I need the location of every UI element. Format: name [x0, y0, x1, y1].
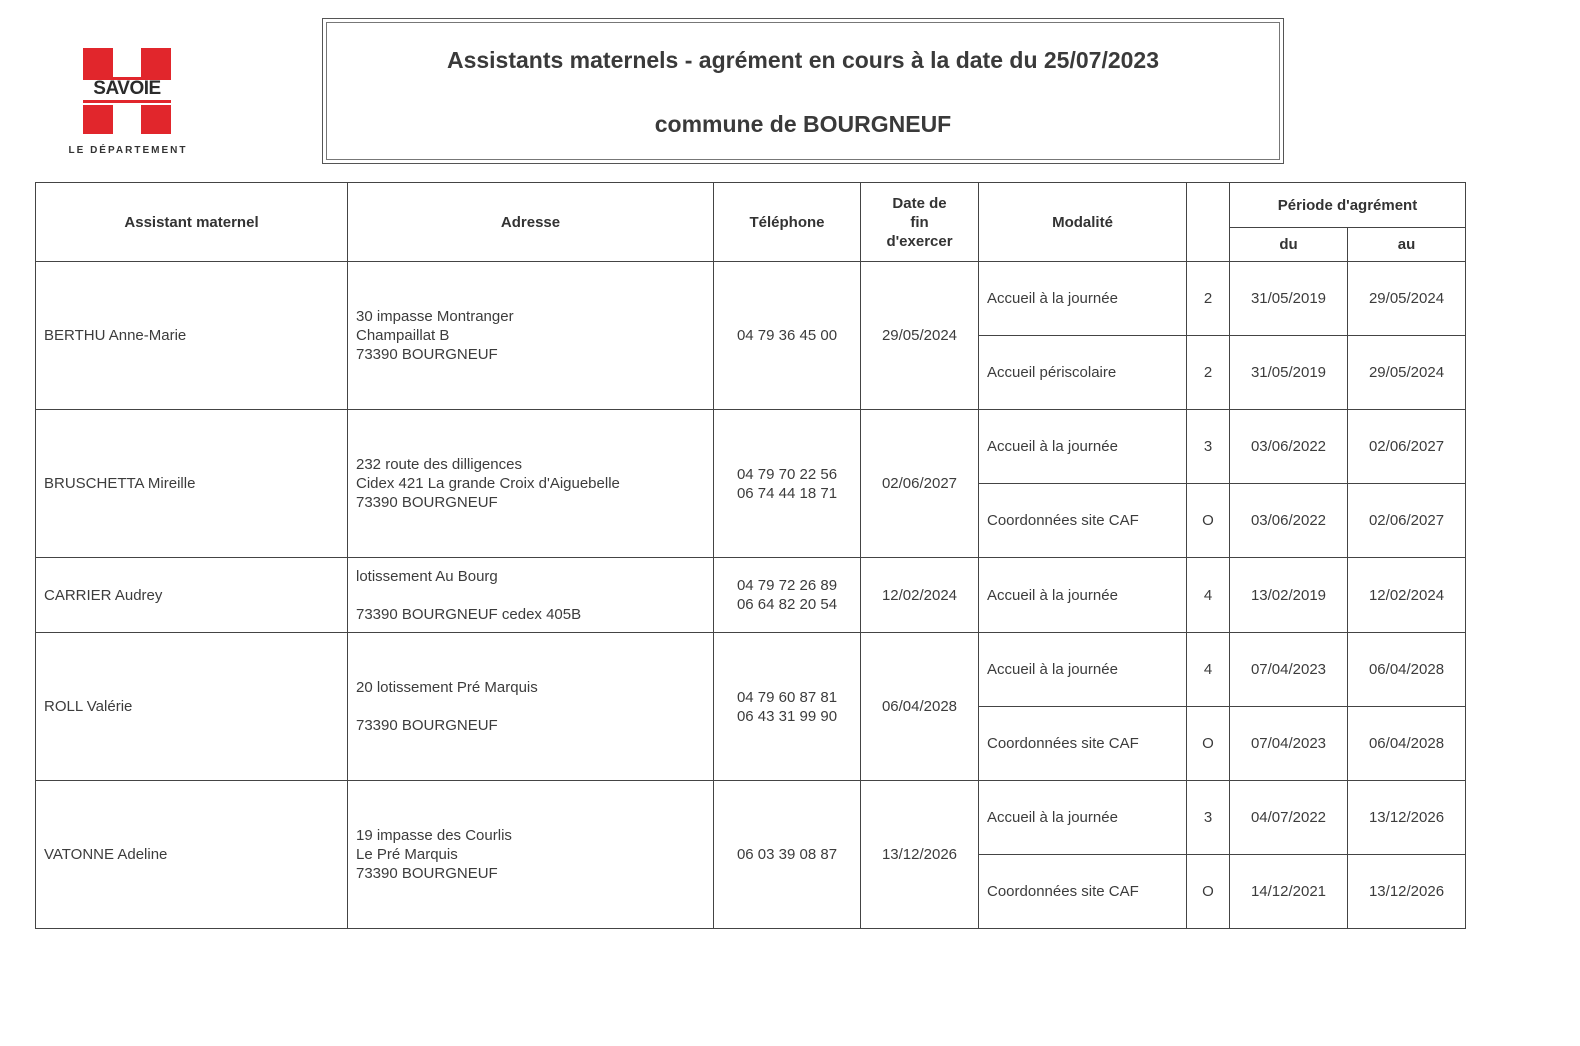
- end-date: 12/02/2024: [861, 558, 979, 633]
- address-line: 232 route des dilligences: [356, 456, 522, 473]
- period-au: 12/02/2024: [1348, 558, 1466, 633]
- assistant-name: CARRIER Audrey: [36, 558, 348, 633]
- modality-label: Coordonnées site CAF: [979, 855, 1187, 929]
- period-du: 03/06/2022: [1230, 484, 1348, 558]
- modality-count: 4: [1187, 633, 1230, 707]
- header-date-fin: [861, 183, 979, 262]
- end-date: 06/04/2028: [861, 633, 979, 781]
- header-count: [1187, 183, 1230, 262]
- modality-count: O: [1187, 484, 1230, 558]
- assistant-name: BERTHU Anne-Marie: [36, 262, 348, 410]
- period-du: 04/07/2022: [1230, 781, 1348, 855]
- assistants-table: [35, 182, 1466, 929]
- header-modalite: Modalité: [979, 183, 1187, 262]
- period-au: 02/06/2027: [1348, 484, 1466, 558]
- page-subtitle: commune de BOURGNEUF: [654, 111, 952, 137]
- address-line: 30 impasse Montranger: [356, 308, 514, 325]
- page-title: Assistants maternels - agrément en cours à la date du 25/07/2023: [446, 47, 1160, 73]
- assistant-name: ROLL Valérie: [36, 633, 348, 781]
- address-blank-line: [356, 586, 705, 605]
- address-line: 73390 BOURGNEUF: [356, 346, 498, 363]
- address-line: lotissement Au Bourg: [356, 567, 498, 585]
- logo-square-icon: [141, 48, 171, 77]
- assistant-address: [348, 558, 714, 633]
- assistant-phone: [714, 633, 861, 781]
- modality-label: Accueil à la journée: [979, 781, 1187, 855]
- header-du: du: [1230, 228, 1348, 262]
- period-au: 29/05/2024: [1348, 336, 1466, 410]
- period-du: 07/04/2023: [1230, 633, 1348, 707]
- modality-label: Accueil périscolaire: [979, 336, 1187, 410]
- logo-bar: [83, 100, 171, 103]
- period-au: 29/05/2024: [1348, 262, 1466, 336]
- modality-count: 3: [1187, 781, 1230, 855]
- assistant-phone: [714, 262, 861, 410]
- header-assistant: Assistant maternel: [36, 183, 348, 262]
- phone-line: 06 03 39 08 87: [736, 846, 838, 863]
- end-date: 13/12/2026: [861, 781, 979, 929]
- address-line: 73390 BOURGNEUF: [356, 717, 498, 734]
- modality-label: Coordonnées site CAF: [979, 707, 1187, 781]
- period-du: 14/12/2021: [1230, 855, 1348, 929]
- address-line: 19 impasse des Courlis: [356, 827, 512, 844]
- logo-square-icon: [83, 105, 113, 134]
- assistant-name: VATONNE Adeline: [36, 781, 348, 929]
- logo-name: SAVOIE: [93, 78, 161, 99]
- header-telephone: Téléphone: [714, 183, 861, 262]
- address-line: 73390 BOURGNEUF: [356, 494, 498, 511]
- address-line: 73390 BOURGNEUF cedex 405B: [356, 605, 582, 623]
- logo-square-icon: [83, 48, 113, 77]
- phone-line: 04 79 70 22 56: [736, 465, 838, 483]
- modality-count: 2: [1187, 336, 1230, 410]
- phone-line: 04 79 36 45 00: [736, 327, 838, 344]
- address-line: Cidex 421 La grande Croix d'Aiguebelle: [356, 475, 620, 492]
- end-date: 29/05/2024: [861, 262, 979, 410]
- period-du: 31/05/2019: [1230, 262, 1348, 336]
- address-line: Champaillat B: [356, 327, 450, 344]
- period-au: 06/04/2028: [1348, 707, 1466, 781]
- address-line: 20 lotissement Pré Marquis: [356, 679, 538, 696]
- header-date-fin-line: Date de: [892, 194, 947, 212]
- modality-label: Accueil à la journée: [979, 633, 1187, 707]
- assistant-address: [348, 262, 714, 410]
- period-du: 13/02/2019: [1230, 558, 1348, 633]
- assistant-address: [348, 781, 714, 929]
- table-row: [36, 262, 1466, 336]
- phone-line: 04 79 60 87 81: [736, 688, 838, 706]
- address-line: 73390 BOURGNEUF: [356, 865, 498, 882]
- table-row: [36, 410, 1466, 484]
- period-au: 06/04/2028: [1348, 633, 1466, 707]
- modality-count: 3: [1187, 410, 1230, 484]
- period-du: 03/06/2022: [1230, 410, 1348, 484]
- address-blank-line: [356, 697, 705, 716]
- modality-count: 2: [1187, 262, 1230, 336]
- phone-line: 06 74 44 18 71: [736, 484, 838, 502]
- period-du: 07/04/2023: [1230, 707, 1348, 781]
- table-row: [36, 558, 1466, 633]
- phone-line: 04 79 72 26 89: [736, 577, 838, 594]
- modality-label: Accueil à la journée: [979, 558, 1187, 633]
- logo-square-icon: [141, 105, 171, 134]
- header-adresse: Adresse: [348, 183, 714, 262]
- phone-line: 06 64 82 20 54: [736, 596, 838, 613]
- header-date-fin-line: d'exercer: [886, 232, 953, 250]
- assistant-address: [348, 410, 714, 558]
- header-date-fin-line: fin: [910, 213, 929, 231]
- end-date: 02/06/2027: [861, 410, 979, 558]
- assistant-name: BRUSCHETTA Mireille: [36, 410, 348, 558]
- header-au: au: [1348, 228, 1466, 262]
- table-row: [36, 781, 1466, 855]
- assistant-address: [348, 633, 714, 781]
- period-au: 13/12/2026: [1348, 855, 1466, 929]
- phone-line: 06 43 31 99 90: [736, 707, 838, 725]
- period-au: 02/06/2027: [1348, 410, 1466, 484]
- logo-subtitle: LE DÉPARTEMENT: [68, 145, 188, 156]
- header-inner-border: [326, 22, 1280, 160]
- modality-label: Accueil à la journée: [979, 410, 1187, 484]
- address-line: Le Pré Marquis: [356, 846, 458, 863]
- modality-count: O: [1187, 707, 1230, 781]
- modality-label: Accueil à la journée: [979, 262, 1187, 336]
- header-box: [322, 18, 1284, 164]
- assistant-phone: [714, 558, 861, 633]
- modality-count: 4: [1187, 558, 1230, 633]
- period-du: 31/05/2019: [1230, 336, 1348, 410]
- savoie-logo: [60, 44, 200, 164]
- table-row: [36, 633, 1466, 707]
- modality-label: Coordonnées site CAF: [979, 484, 1187, 558]
- header-periode: Période d'agrément: [1230, 183, 1466, 228]
- assistant-phone: [714, 781, 861, 929]
- assistant-phone: [714, 410, 861, 558]
- modality-count: O: [1187, 855, 1230, 929]
- period-au: 13/12/2026: [1348, 781, 1466, 855]
